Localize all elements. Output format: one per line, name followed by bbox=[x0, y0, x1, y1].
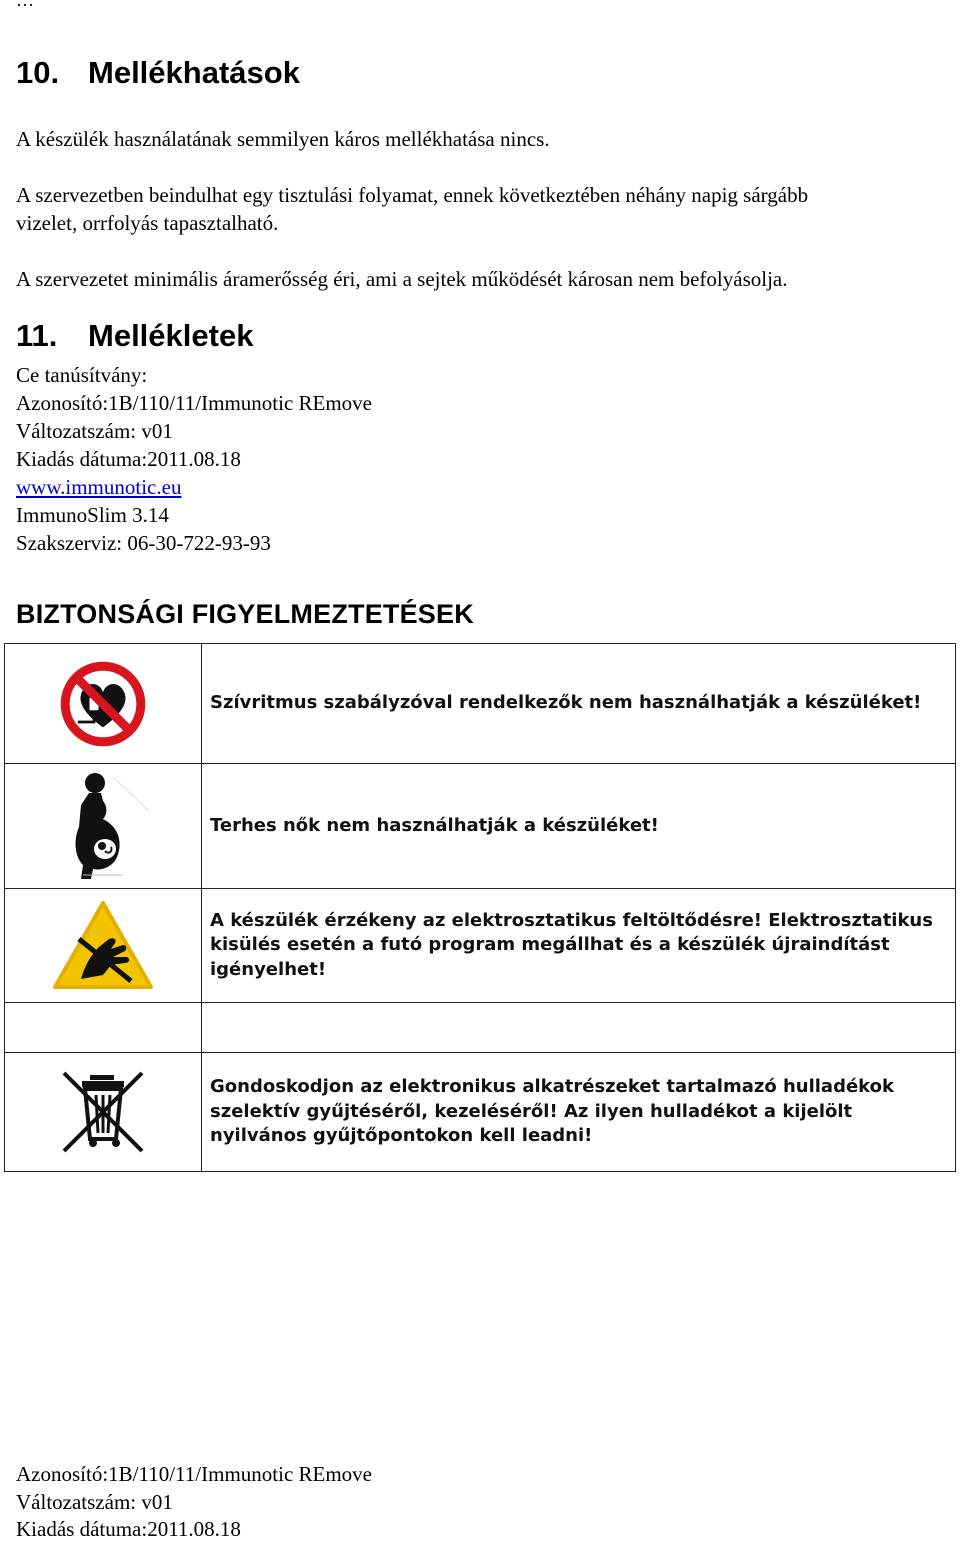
esd-warning-icon bbox=[51, 899, 155, 993]
no-pacemaker-icon bbox=[58, 659, 148, 749]
pregnant-woman-icon bbox=[53, 771, 153, 881]
safety-heading: BIZTONSÁGI FIGYELMEZTETÉSEK bbox=[16, 599, 474, 629]
warning-row bbox=[5, 764, 956, 889]
warning-text-line: kisülés esetén a futó program megállhat és a készülék újraindítást bbox=[210, 934, 890, 956]
empty-icon-cell bbox=[5, 1003, 202, 1053]
warning-text-line: Terhes nők nem használhatják a készüléket! bbox=[210, 814, 659, 836]
warning-icon-cell bbox=[5, 644, 202, 764]
paragraph: A készülék használatának semmilyen káros mellékhatása nincs. bbox=[16, 127, 550, 151]
warning-row bbox=[5, 644, 956, 764]
product-name-line: ImmunoSlim 3.14 bbox=[16, 503, 169, 527]
warning-text-cell bbox=[202, 1053, 956, 1172]
service-phone-line: Szakszerviz: 06-30-722-93-93 bbox=[16, 531, 271, 555]
footer-identifier: Azonosító:1B/110/11/Immunotic REmove bbox=[16, 1462, 373, 1486]
warning-text-cell bbox=[202, 889, 956, 1003]
identifier-line: Azonosító:1B/110/11/Immunotic REmove bbox=[16, 391, 373, 415]
footer-release-date: Kiadás dátuma:2011.08.18 bbox=[16, 1517, 241, 1541]
section-10-number: 10. bbox=[16, 55, 60, 90]
warning-text-line: szelektív gyűjtéséről, kezeléséről! Az ilyen hulladékot a kijelölt bbox=[210, 1100, 853, 1122]
website-link[interactable]: www.immunotic.eu bbox=[16, 475, 182, 499]
crossed-bin-icon bbox=[58, 1067, 148, 1157]
safety-warnings-table bbox=[4, 643, 956, 1172]
warning-icon-cell bbox=[5, 764, 202, 889]
warning-text-line: nyilvános gyűjtőpontokon kell leadni! bbox=[210, 1125, 593, 1147]
section-11-heading bbox=[16, 318, 253, 354]
empty-row bbox=[5, 1003, 956, 1053]
release-date-line: Kiadás dátuma:2011.08.18 bbox=[16, 447, 241, 471]
paragraph: A szervezetben beindulhat egy tisztulási folyamat, ennek következtében néhány napig sárgább bbox=[16, 183, 809, 207]
paragraph: A szervezetet minimális áramerősség éri, ami a sejtek működését károsan nem befolyásolja. bbox=[16, 267, 788, 291]
warning-icon-cell bbox=[5, 1053, 202, 1172]
section-11-title: Mellékletek bbox=[88, 318, 254, 353]
warning-text-cell bbox=[202, 644, 956, 764]
warning-row bbox=[5, 889, 956, 1003]
ce-certificate-label: Ce tanúsítvány: bbox=[16, 363, 148, 387]
warning-text-line: A készülék érzékeny az elektrosztatikus feltöltődésre! Elektrosztatikus bbox=[210, 909, 933, 931]
warning-text-cell bbox=[202, 764, 956, 889]
warning-text-line: igényelhet! bbox=[210, 958, 327, 980]
footer-version: Változatszám: v01 bbox=[16, 1490, 173, 1514]
section-10-title: Mellékhatások bbox=[88, 55, 300, 90]
paragraph: vizelet, orrfolyás tapasztalható. bbox=[16, 211, 279, 235]
section-10-heading bbox=[16, 55, 300, 91]
warning-text-line: Gondoskodjon az elektronikus alkatrészeket tartalmazó hulladékok bbox=[210, 1076, 894, 1098]
warning-row bbox=[5, 1053, 956, 1172]
top-ellipsis: … bbox=[16, 0, 34, 10]
empty-text-cell bbox=[202, 1003, 956, 1053]
warning-text-line: Szívritmus szabályzóval rendelkezők nem használhatják a készüléket! bbox=[210, 692, 922, 714]
warning-icon-cell bbox=[5, 889, 202, 1003]
version-line: Változatszám: v01 bbox=[16, 419, 173, 443]
section-11-number: 11. bbox=[16, 318, 58, 353]
